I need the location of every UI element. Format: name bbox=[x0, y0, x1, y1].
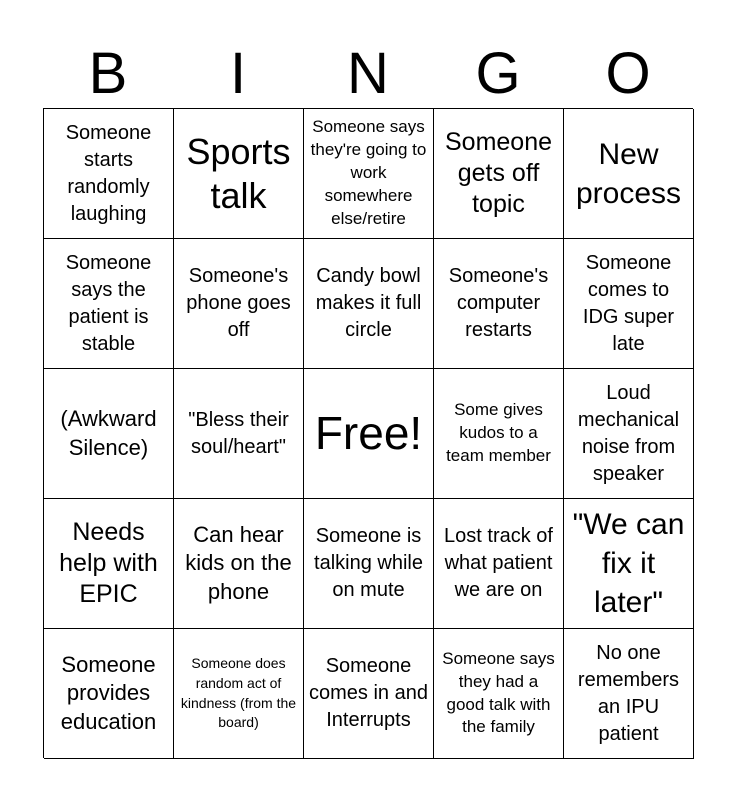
bingo-cell-r2-c2[interactable] bbox=[174, 239, 304, 369]
cell-text: No one remembers an IPU patient bbox=[577, 641, 680, 745]
cell-text: "Bless their soul/heart" bbox=[188, 408, 289, 458]
cell-text: (Awkward Silence) bbox=[60, 405, 157, 460]
header-letter-n: N bbox=[347, 41, 389, 106]
cell-text: "We can fix it later" bbox=[572, 508, 685, 619]
bingo-cell-r5-c3[interactable] bbox=[304, 629, 434, 759]
cell-text: Someone provides education bbox=[60, 651, 157, 734]
cell-text: Someone comes in and Interrupts bbox=[309, 655, 428, 731]
bingo-card-grid bbox=[43, 108, 693, 758]
cell-text: Someone says they had a good talk with the family bbox=[442, 648, 555, 737]
header-letter-b: B bbox=[88, 41, 128, 106]
bingo-cell-r3-c1[interactable] bbox=[44, 369, 174, 499]
header-letter-i: I bbox=[229, 41, 247, 106]
free-space-text: Free! bbox=[314, 407, 423, 460]
header-letter-g: G bbox=[475, 41, 521, 106]
bingo-cell-r5-c5[interactable] bbox=[564, 629, 694, 759]
cell-text: Can hear kids on the phone bbox=[185, 521, 292, 604]
bingo-cell-r4-c2[interactable] bbox=[174, 499, 304, 629]
bingo-cell-r2-c5[interactable] bbox=[564, 239, 694, 369]
bingo-cell-r4-c1[interactable] bbox=[44, 499, 174, 629]
cell-text: Loud mechanical noise from speaker bbox=[577, 381, 680, 485]
bingo-cell-r5-c2[interactable] bbox=[174, 629, 304, 759]
cell-text: Someone's computer restarts bbox=[448, 265, 549, 341]
cell-text: Someone comes to IDG super late bbox=[582, 251, 675, 355]
cell-text: Someone says they're going to work somewhere else/retire bbox=[310, 117, 427, 228]
bingo-cell-free[interactable] bbox=[304, 369, 434, 499]
cell-text: Some gives kudos to a team member bbox=[446, 400, 551, 465]
cell-text: Someone gets off topic bbox=[444, 127, 553, 219]
bingo-cell-r1-c4[interactable] bbox=[434, 109, 564, 239]
bingo-cell-r2-c4[interactable] bbox=[434, 239, 564, 369]
cell-text: Sports talk bbox=[186, 131, 291, 216]
cell-text: Someone is talking while on mute bbox=[314, 525, 423, 601]
bingo-cell-r5-c1[interactable] bbox=[44, 629, 174, 759]
cell-text: Someone says the patient is stable bbox=[65, 251, 152, 355]
cell-text: New process bbox=[575, 137, 682, 210]
bingo-cell-r1-c5[interactable] bbox=[564, 109, 694, 239]
bingo-cell-r3-c4[interactable] bbox=[434, 369, 564, 499]
cell-text: Someone does random act of kindness (from the board) bbox=[180, 655, 297, 731]
cell-text: Candy bowl makes it full circle bbox=[315, 265, 422, 341]
header-letter-o: O bbox=[605, 41, 651, 106]
bingo-cell-r4-c5[interactable] bbox=[564, 499, 694, 629]
bingo-cell-r1-c2[interactable] bbox=[174, 109, 304, 239]
bingo-cell-r3-c2[interactable] bbox=[174, 369, 304, 499]
bingo-cell-r5-c4[interactable] bbox=[434, 629, 564, 759]
cell-text: Lost track of what patient we are on bbox=[444, 525, 553, 601]
cell-text: Someone starts randomly laughing bbox=[65, 121, 152, 225]
bingo-cell-r1-c3[interactable] bbox=[304, 109, 434, 239]
bingo-header bbox=[43, 40, 693, 108]
bingo-cell-r2-c1[interactable] bbox=[44, 239, 174, 369]
cell-text: Needs help with EPIC bbox=[59, 517, 158, 609]
cell-text: Someone's phone goes off bbox=[186, 265, 291, 341]
bingo-cell-r2-c3[interactable] bbox=[304, 239, 434, 369]
bingo-cell-r4-c3[interactable] bbox=[304, 499, 434, 629]
bingo-cell-r3-c5[interactable] bbox=[564, 369, 694, 499]
bingo-cell-r4-c4[interactable] bbox=[434, 499, 564, 629]
bingo-cell-r1-c1[interactable] bbox=[44, 109, 174, 239]
